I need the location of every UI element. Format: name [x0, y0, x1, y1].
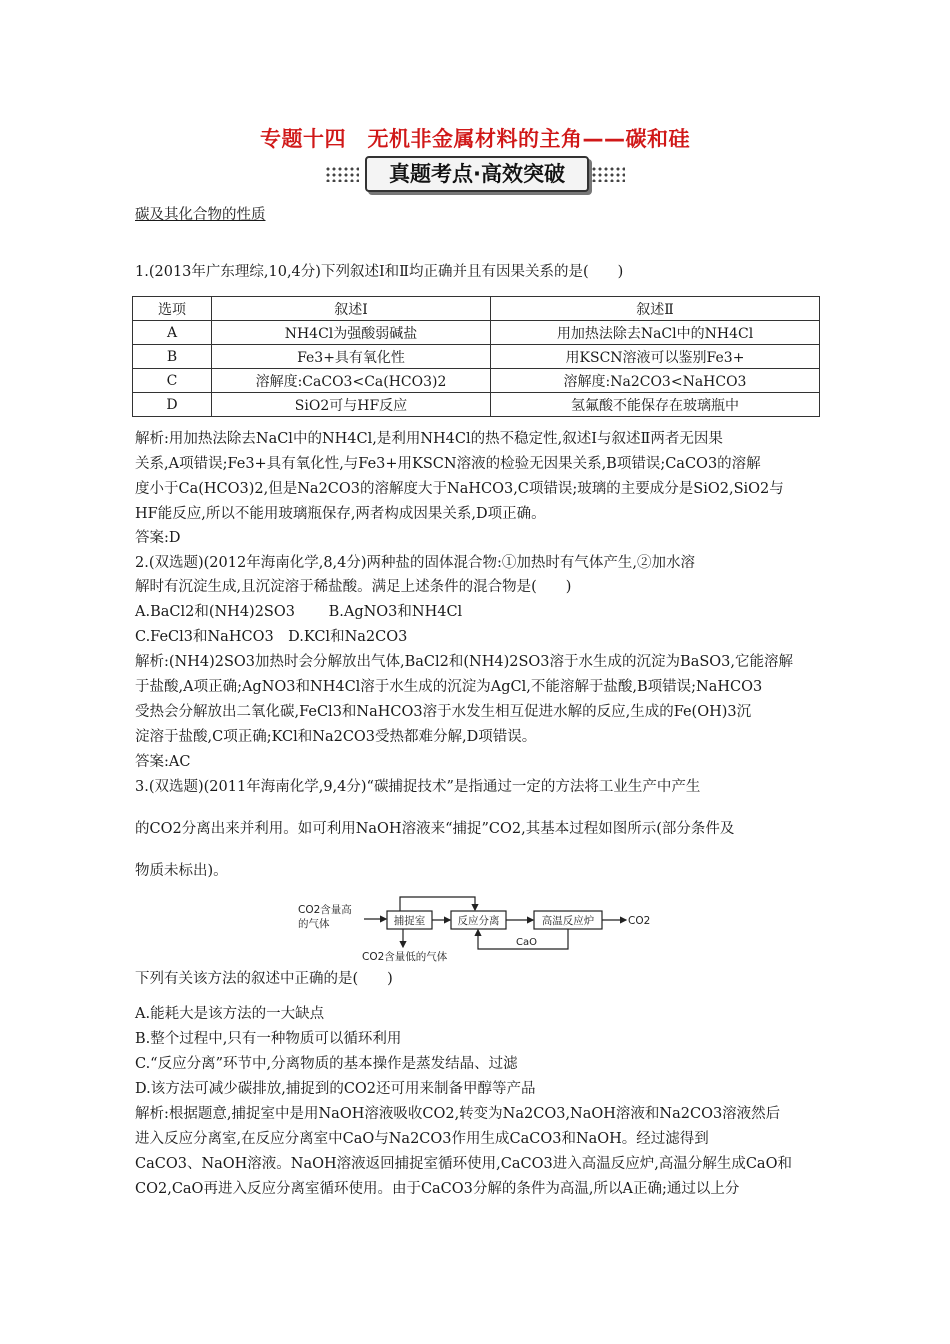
q3-analysis-line: 解析:根据题意,捕捉室中是用NaOH溶液吸收CO2,转变为Na2CO3,NaOH溶液和Na2CO3溶液然后 [135, 1106, 781, 1122]
q1-analysis-line: 解析:用加热法除去NaCl中的NH4Cl,是利用NH4Cl的热不稳定性,叙述Ⅰ与叙述Ⅱ两者无因果 [135, 431, 723, 447]
q1-options-table [132, 296, 820, 417]
table-header-row [133, 297, 820, 321]
q2-analysis-line: 淀溶于盐酸,C项正确;KCl和Na2CO3受热都难分解,D项错误。 [135, 729, 537, 745]
reaction-separation-label: 反应分离 [457, 915, 500, 927]
table-row [133, 369, 820, 393]
q2-stem-line: 2.(双选题)(2012年海南化学,8,4分)两种盐的固体混合物:①加热时有气体产生,②加水溶 [135, 555, 696, 571]
q2-option-line: C.FeCl3和NaHCO3 D.KCl和Na2CO3 [135, 629, 408, 645]
table-cell: 溶解度:Na2CO3<NaHCO3 [491, 369, 820, 393]
banner-dots-right [591, 166, 625, 182]
q3-stem-line: 物质未标出)。 [135, 863, 228, 879]
table-row [133, 321, 820, 345]
q1-answer: 答案:D [135, 530, 181, 546]
q2-analysis-line: 受热会分解放出二氧化碳,FeCl3和NaHCO3溶于水发生相互促进水解的反应,生成的Fe(OH)3沉 [135, 704, 752, 720]
carbon-capture-flow-diagram [290, 895, 670, 975]
q3-analysis-line: CO2,CaO再进入反应分离室循环使用。由于CaCO3分解的条件为高温,所以A正确;通过以上分 [135, 1181, 740, 1197]
q1-stem: 1.(2013年广东理综,10,4分)下列叙述Ⅰ和Ⅱ均正确并且有因果关系的是( ) [135, 264, 624, 280]
table-cell: B [133, 345, 212, 369]
table-cell: 用KSCN溶液可以鉴别Fe3+ [491, 345, 820, 369]
q3-stem-line: 3.(双选题)(2011年海南化学,9,4分)“碳捕捉技术”是指通过一定的方法将工业生产中产生 [135, 779, 701, 795]
table-cell: A [133, 321, 212, 345]
q2-stem-line: 解时有沉淀生成,且沉淀溶于稀盐酸。满足上述条件的混合物是( ) [135, 579, 572, 595]
page-title: 专题十四 无机非金属材料的主角——碳和硅 [260, 127, 690, 151]
q1-analysis-line: 关系,A项错误;Fe3+具有氧化性,与Fe3+用KSCN溶液的检验无因果关系,B项错误;CaCO3的溶解 [135, 456, 761, 472]
output-co2-label: CO2 [628, 915, 651, 927]
q3-analysis-line: 进入反应分离室,在反应分离室中CaO与Na2CO3作用生成CaCO3和NaOH。经过滤得到 [135, 1131, 709, 1147]
table-row [133, 345, 820, 369]
q2-option-line: A.BaCl2和(NH4)2SO3 B.AgNO3和NH4Cl [135, 604, 463, 620]
flow-diagram-svg [290, 895, 670, 975]
input-gas-label-line2: 的气体 [298, 918, 330, 930]
banner-dots-left [325, 166, 359, 182]
q3-option-c: C.“反应分离”环节中,分离物质的基本操作是蒸发结晶、过滤 [135, 1056, 518, 1072]
q3-analysis-line: CaCO3、NaOH溶液。NaOH溶液返回捕捉室循环使用,CaCO3进入高温反应炉,高温分解生成CaO和 [135, 1156, 792, 1172]
table-cell: NH4Cl为强酸弱碱盐 [212, 321, 491, 345]
q3-option-d: D.该方法可减少碳排放,捕捉到的CO2还可用来制备甲醇等产品 [135, 1081, 536, 1097]
table-cell: SiO2可与HF反应 [212, 393, 491, 417]
q1-analysis-line: HF能反应,所以不能用玻璃瓶保存,两者构成因果关系,D项正确。 [135, 506, 546, 522]
banner-label: 真题考点·高效突破 [365, 156, 589, 192]
table-cell: Fe3+具有氧化性 [212, 345, 491, 369]
section-banner [325, 156, 625, 192]
recycle-loop-top [400, 897, 475, 911]
q2-analysis-line: 解析:(NH4)2SO3加热时会分解放出气体,BaCl2和(NH4)2SO3溶于水生成的沉淀为BaSO3,它能溶解 [135, 654, 793, 670]
capture-chamber-label: 捕捉室 [393, 915, 426, 927]
q1-analysis-line: 度小于Ca(HCO3)2,但是Na2CO3的溶解度大于NaHCO3,C项错误;玻璃的主要成分是SiO2,SiO2与 [135, 481, 784, 497]
cao-label: CaO [516, 937, 537, 948]
q3-question: 下列有关该方法的叙述中正确的是( ) [135, 971, 393, 987]
low-co2-gas-label: CO2含量低的气体 [362, 951, 448, 963]
table-cell: C [133, 369, 212, 393]
q3-stem-line: 的CO2分离出来并利用。如可利用NaOH溶液来“捕捉”CO2,其基本过程如图所示(部分条件及 [135, 821, 735, 837]
table-cell: 溶解度:CaCO3<Ca(HCO3)2 [212, 369, 491, 393]
table-cell: 用加热法除去NaCl中的NH4Cl [491, 321, 820, 345]
table-cell: 氢氟酸不能保存在玻璃瓶中 [491, 393, 820, 417]
table-row [133, 393, 820, 417]
q3-option-a: A.能耗大是该方法的一大缺点 [135, 1006, 325, 1022]
header-cell: 选项 [133, 297, 212, 321]
table-cell: D [133, 393, 212, 417]
q2-answer: 答案:AC [135, 754, 191, 770]
header-cell: 叙述Ⅱ [491, 297, 820, 321]
q3-option-b: B.整个过程中,只有一种物质可以循环利用 [135, 1031, 402, 1047]
input-gas-label-line1: CO2含量高 [298, 904, 352, 916]
section-heading: 碳及其化合物的性质 [135, 207, 266, 223]
header-cell: 叙述Ⅰ [212, 297, 491, 321]
q2-analysis-line: 于盐酸,A项正确;AgNO3和NH4Cl溶于水生成的沉淀为AgCl,不能溶解于盐酸,B项错误;NaHCO3 [135, 679, 763, 695]
furnace-label: 高温反应炉 [541, 915, 595, 927]
